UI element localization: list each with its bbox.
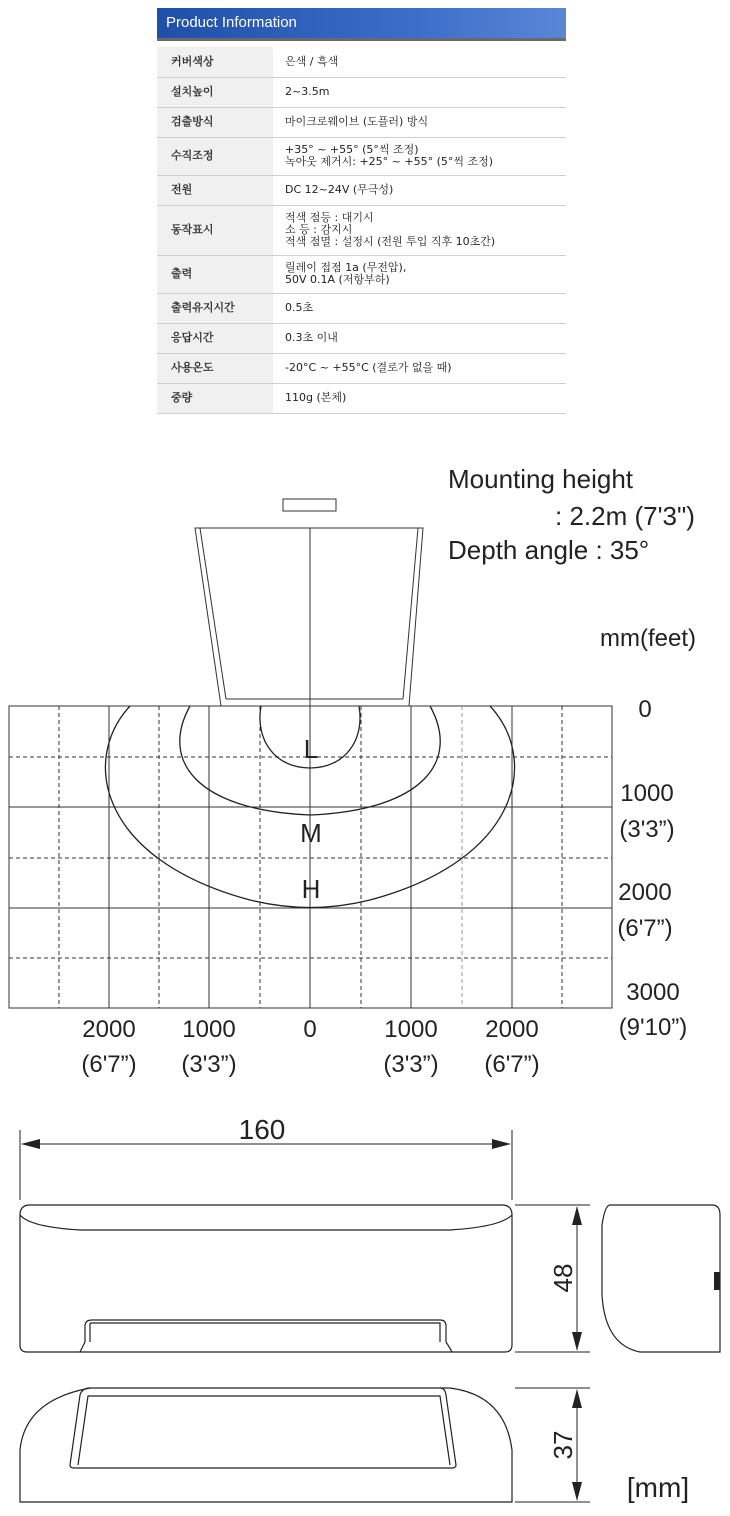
y-tick-sublabel: (6'7”) (617, 915, 673, 942)
y-tick-label: 2000 (618, 879, 672, 906)
sensor-beam-inner-right (403, 528, 418, 699)
sensor-beam-inner-left (200, 528, 226, 699)
y-tick-sublabel: (9'10”) (618, 1014, 688, 1041)
spec-value-line: 0.3초 이내 (285, 331, 338, 344)
spec-label: 출력유지시간 (157, 293, 273, 323)
spec-label: 커버색상 (157, 47, 273, 77)
zone-high-label: H (301, 874, 321, 904)
spec-value-line: 110g (본체) (285, 391, 347, 404)
front-view-body (20, 1205, 512, 1352)
x-tick-label: 2000 (485, 1016, 539, 1043)
depth-arrow-top (572, 1389, 582, 1408)
spec-value-line: DC 12~24V (무극성) (285, 183, 394, 196)
depth-angle-label: Depth angle : 35° (448, 535, 650, 565)
spec-value-line: +35° ~ +55° (5°씩 조정) (285, 143, 419, 156)
spec-value-line: 마이크로웨이브 (도플러) 방식 (285, 115, 429, 128)
zone-mid-label: M (300, 818, 322, 848)
y-tick-sublabel: (3'3”) (619, 816, 675, 843)
spec-value-line: 적색 점멸 : 설정시 (전원 투입 직후 10초간) (285, 235, 496, 248)
x-tick-label: 2000 (82, 1016, 136, 1043)
zone-low-label: L (303, 734, 319, 764)
y-tick-label: 1000 (620, 780, 674, 807)
spec-value-line: 0.5초 (285, 301, 314, 314)
width-arrow-right (492, 1139, 511, 1149)
x-tick-sublabel: (6'7”) (81, 1051, 137, 1078)
top-view-window (70, 1388, 456, 1468)
y-tick-label: 3000 (626, 979, 680, 1006)
unit-label: mm(feet) (600, 625, 696, 652)
x-tick-sublabel: (3'3”) (181, 1051, 237, 1078)
front-view (20, 1205, 512, 1352)
spec-value-line: 소 등 : 감지시 (285, 223, 353, 236)
dimension-unit-label: [mm] (626, 1472, 690, 1503)
x-tick-label: 0 (303, 1016, 317, 1043)
front-view-bottom (80, 1342, 452, 1352)
side-view-notch (714, 1272, 720, 1290)
height-arrow-bottom (572, 1332, 582, 1351)
spec-label: 응답시간 (157, 323, 273, 353)
spec-value-line: 2~3.5m (285, 85, 330, 98)
sensor-illustration (195, 499, 423, 706)
top-view (20, 1388, 512, 1502)
x-tick-sublabel: (3'3”) (383, 1051, 439, 1078)
height-value: 48 (548, 1263, 578, 1293)
depth-value: 37 (548, 1430, 578, 1460)
spec-label: 중량 (157, 383, 273, 413)
mounting-height-value: : 2.2m (7'3") (555, 501, 695, 531)
height-arrow-top (572, 1206, 582, 1225)
spec-label: 사용온도 (157, 353, 273, 383)
spec-label: 출력 (157, 255, 273, 293)
spec-value-line: -20°C ~ +55°C (결로가 없을 때) (285, 361, 452, 374)
spec-value-line: 릴레이 접점 1a (무전압), (285, 261, 407, 274)
top-view-body (20, 1388, 512, 1502)
spec-label: 수직조정 (157, 137, 273, 175)
mounting-height-label: Mounting height (448, 464, 634, 494)
spec-value-line: 은색 / 흑색 (285, 54, 339, 68)
spec-value-line: 적색 점등 : 대기시 (285, 211, 374, 224)
sensor-head (283, 499, 336, 511)
x-tick-label: 1000 (182, 1016, 236, 1043)
spec-label: 검출방식 (157, 107, 273, 137)
sensor-beam-outline (195, 528, 423, 706)
spec-value-line: 50V 0.1A (저항부하) (285, 273, 390, 286)
spec-header: Product Information (157, 8, 566, 41)
dimension-drawing (0, 1090, 730, 1516)
top-view-window-inner (78, 1396, 450, 1465)
spec-value-line: 녹아웃 제거시: +25° ~ +55° (5°씩 조정) (285, 155, 494, 168)
spec-label: 설치높이 (157, 77, 273, 107)
width-arrow-left (21, 1139, 40, 1149)
spec-label: 동작표시 (157, 205, 273, 255)
front-view-window (90, 1323, 440, 1342)
y-tick-label: 0 (638, 696, 652, 723)
depth-arrow-bottom (572, 1482, 582, 1501)
width-value: 160 (238, 1114, 286, 1145)
x-tick-sublabel: (6'7”) (484, 1051, 540, 1078)
side-view (602, 1205, 720, 1352)
spec-label: 전원 (157, 175, 273, 205)
front-view-top-curve (20, 1215, 512, 1230)
x-tick-label: 1000 (384, 1016, 438, 1043)
